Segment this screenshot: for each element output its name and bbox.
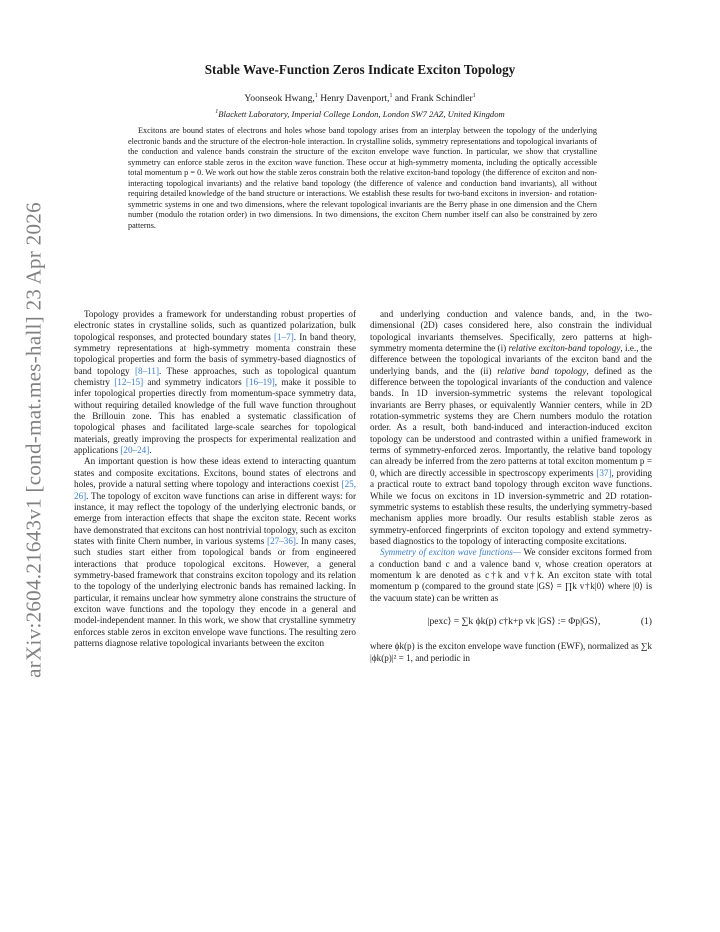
paragraph: Symmetry of exciton wave functions— We consider excitons formed from a conduction band c and a valence band v, whose creation operators at momentum k are denoted as c†k and v†k. An exciton state with total momentum p (compared to the ground state |GS⟩ = ∏k v†k|0⟩ where |0⟩ is the vacuum state) can be written as xyxy=(370,547,652,603)
affiliation-text: Blackett Laboratory, Imperial College London, London SW7 2AZ, United Kingdom xyxy=(218,109,505,119)
paragraph: and underlying conduction and valence bands, and, in the two-dimensional (2D) cases considered here, also constrain the individual topological invariants themselves. Specifically, zero patterns at high-symmetry momenta determine the (i) relative exciton-band topology, i.e., the difference between the topological invariants of the exciton band and the underlying bands, and the (ii) relative band topology, defined as the difference between the topological invariants of the conduction and valence bands. In 1D inversion-symmetric systems the relevant topological invariants are Berry phases, or equivalently Wannier centers, while in 2D rotation-symmetric systems they are Chern numbers modulo the rotation order. As a result, both band-induced and interaction-induced exciton topology can be understood and contrasted within a unified framework in terms of symmetry-enforced zeros. Importantly, the relative band topology can already be inferred from the zero patterns at total exciton momentum p = 0, which are directly accessible in spectroscopy experiments [37], providing a practical route to extract band topology through exciton wave functions. While we focus on excitons in 1D inversion-symmetric and 2D rotation-symmetric systems to establish these results, the underlying symmetry-based mechanism applies more broadly. Our results establish stable zeros as symmetry-enforced fingerprints of exciton topology and extend symmetry-based diagnostics to the topology of interacting composite excitations. xyxy=(370,309,653,546)
citation-link[interactable]: [1–7] xyxy=(273,331,294,342)
emphasized-term: relative exciton-band topology xyxy=(508,343,621,354)
author-name: Yoonseok Hwang, xyxy=(244,93,315,105)
section-heading: Symmetry of exciton wave functions— xyxy=(380,547,521,558)
author-list: Yoonseok Hwang,$^1$ Henry Davenport,$^1$ and Frank Schindler$^1$ xyxy=(244,93,476,105)
citation-link[interactable]: [20–24] xyxy=(120,445,150,456)
emphasized-term: relative band topology xyxy=(497,365,587,376)
left-column xyxy=(74,309,356,649)
equation: |pexc⟩ = ∑k ϕk(p) c†k+p vk |GS⟩ := Φp|GS⟩, xyxy=(427,615,601,627)
author-affiliation-mark: 1 xyxy=(314,93,318,99)
affiliation-mark: 1 xyxy=(215,109,219,116)
author-affiliation-mark: 1 xyxy=(389,93,393,99)
citation-link[interactable]: [8–11] xyxy=(135,365,159,376)
paper-title: Stable Wave-Function Zeros Indicate Exciton Topology xyxy=(204,62,516,77)
citation-link[interactable]: [27–36] xyxy=(267,535,296,546)
author-name: Frank Schindler xyxy=(411,93,473,105)
author-affiliation-mark: 1 xyxy=(472,93,476,99)
affiliation xyxy=(0,109,720,119)
paragraph: where ϕk(p) is the exciton envelope wave function (EWF), normalized as ∑k |ϕk(p)|² = 1, and periodic in xyxy=(370,641,652,663)
equation-number: (1) xyxy=(640,615,652,627)
citation-link[interactable]: [37] xyxy=(596,467,612,478)
right-column xyxy=(370,309,652,664)
citation-link[interactable]: [25, 26] xyxy=(74,479,356,501)
abstract: Excitons are bound states of electrons and holes whose band topology arises from an interplay between the topology of the underlying electronic bands and the structure of the electron-hole interaction. In crystalline solids, symmetry representations and topological invariants of the conduction and valence bands constrain the structure of the exciton envelope wave function. In particular, we show that crystalline symmetry can enforce stable zeros in the exciton wave function. These occur at high-symmetry momenta, including the optically accessible total momentum p = 0. We work out how the stable zeros constrain both the relative exciton-band topology (the difference of exciton and non-interacting topological invariants) and the relative band topology (the difference of valence and conduction band invariants), all without requiring detailed knowledge of the band structure or interactions. We establish these results for two-band excitons in inversion- and rotation-symmetric systems in one and two dimensions, where the relevant topological invariants are the Berry phase in one dimension and the Chern number (modulo the rotation order) in two dimensions. In two dimensions, the exciton Chern number itself can also be constrained by zero patterns. xyxy=(128,126,597,230)
arxiv-identifier xyxy=(14,200,54,680)
paragraph: Topology provides a framework for understanding robust properties of electronic states in crystalline solids, such as quantized polarization, bulk topological responses, and protected boundary states [1–7]. In band theory, symmetry representations at high-symmetry momenta constrain these topological properties and form the basis of symmetry-based diagnostics of band topology [8–11]. These approaches, such as topological quantum chemistry [12–15] and symmetry indicators [16–19], make it possible to infer topological properties directly from momentum-space symmetry data, without requiring detailed knowledge of the full wave function throughout the Brillouin zone. This has enabled a systematic classification of topological phases and facilitated large-scale searches for topological materials, greatly improving the prospects for experimental realization and applications [20–24]. xyxy=(74,309,357,456)
arxiv-identifier-text: arXiv:2604.21643v1 [cond-mat.mes-hall] 23 Apr 2026 xyxy=(21,202,46,678)
citation-link[interactable]: [16–19] xyxy=(245,377,275,388)
paragraph: An important question is how these ideas extend to interacting quantum states and composite excitations. Excitons, bound states of electrons and holes, provide a natural setting where topology and interactions coexist [25, 26]. The topology of exciton wave functions can arise in different ways: for instance, it may reflect the topology of the underlying electronic bands, or emerge from interaction effects that shape the exciton state. Recent works have demonstrated that excitons can host nontrivial topology, such as exciton states with finite Chern number, in various systems [27–36]. In many cases, such studies start either from topological bands or from engineered interactions that produce topological excitons. However, a general symmetry-based framework that constrains exciton topology and its relation to the topology of the underlying electronic bands has remained lacking. In particular, it remains unclear how symmetry alone constrains the structure of exciton wave functions and the topology they encode in a general and model-independent manner. In this work, we show that crystalline symmetry enforces stable zeros in exciton envelope wave functions. The resulting zero patterns diagnose relative topological invariants between the exciton xyxy=(74,456,356,648)
author-name: Henry Davenport, xyxy=(320,93,390,105)
citation-link[interactable]: [12–15] xyxy=(114,377,144,388)
equation-block xyxy=(370,616,652,627)
